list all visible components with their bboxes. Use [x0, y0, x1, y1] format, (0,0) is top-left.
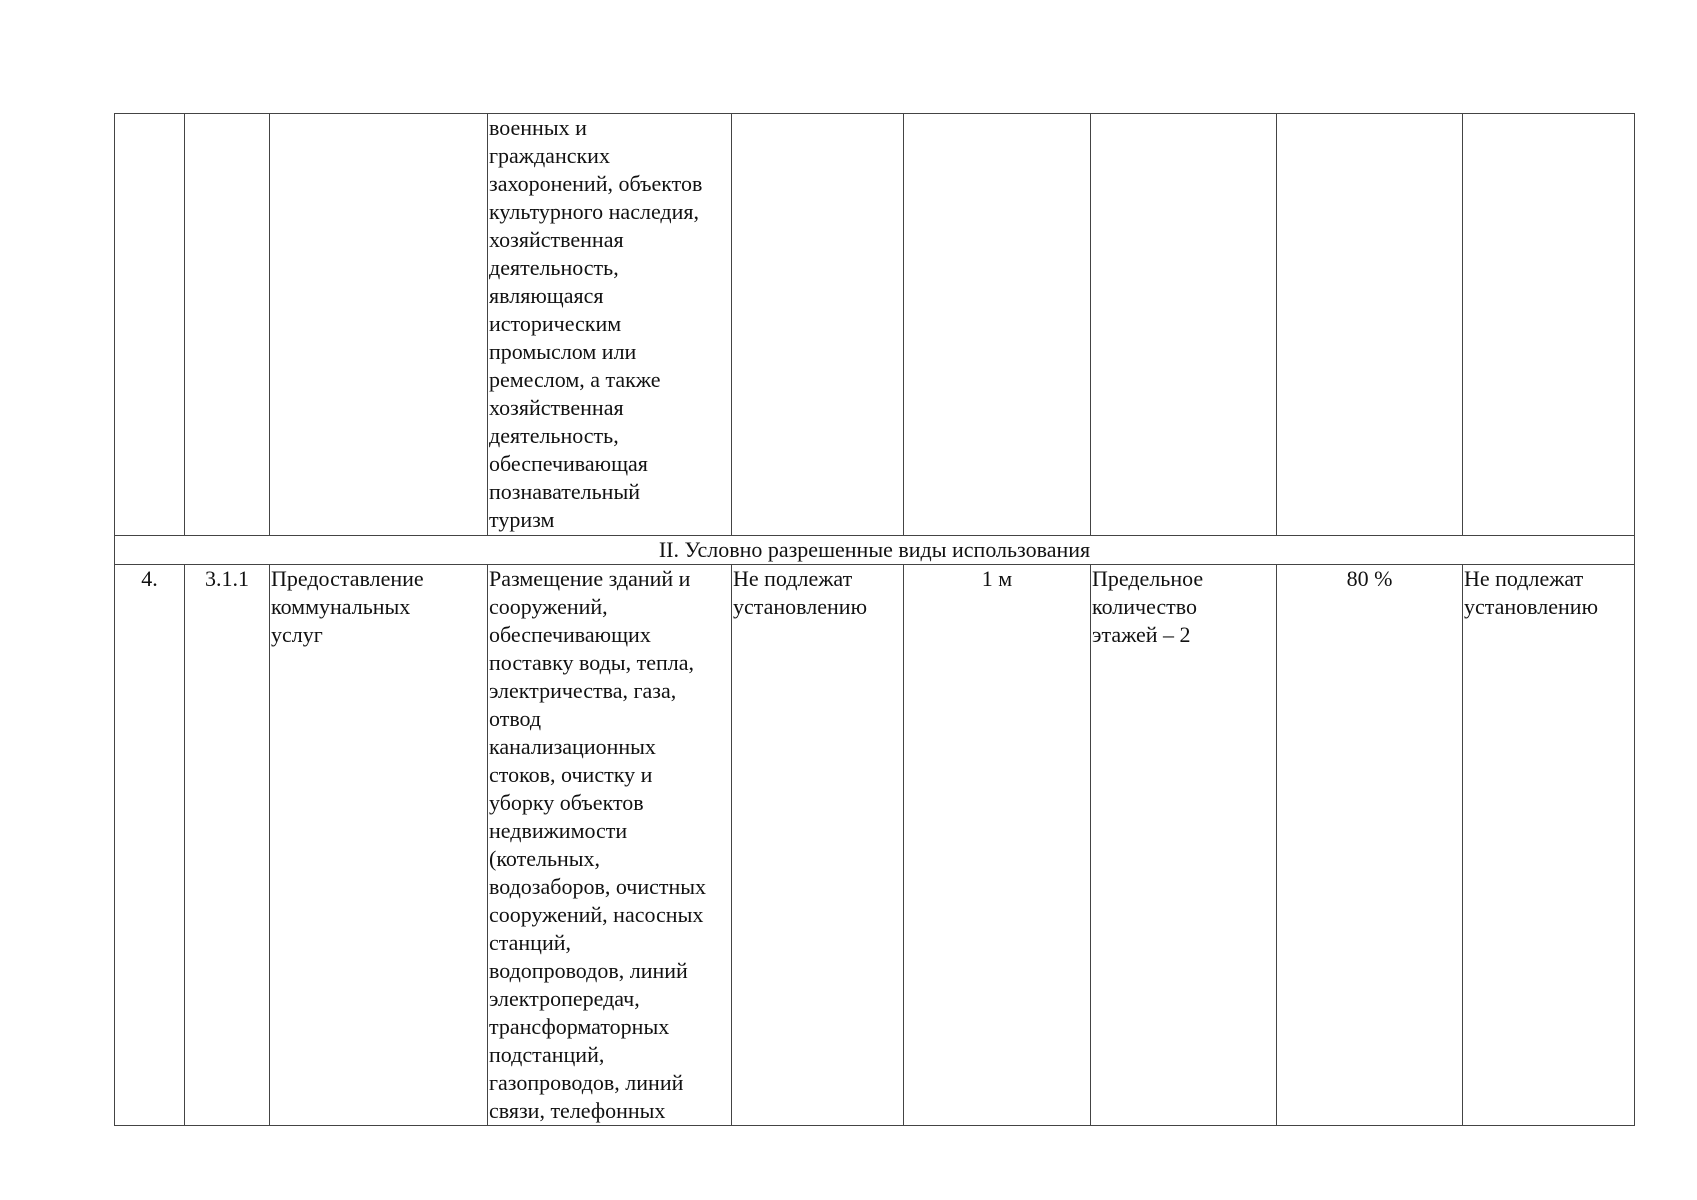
- cell-col9: [1463, 114, 1635, 536]
- cell-number: [115, 114, 185, 536]
- cell-code: [185, 114, 270, 536]
- cell-col9: Не подлежат установлению: [1463, 565, 1635, 1126]
- cell-col6: [904, 114, 1091, 536]
- table-row: [115, 114, 1635, 536]
- land-use-table: [114, 113, 1635, 1126]
- section-heading-row: [115, 536, 1635, 565]
- cell-use-description: Размещение зданий и сооружений, обеспечивающих поставку воды, тепла, электричества, газа, отвод канализационных стоков, очистку и уборку объектов недвижимости (котельных, водозаборов, очистных сооружений, насосных станций, водопроводов, линий электропередач, трансформаторных подстанций, газопроводов, линий связи, телефонных: [488, 565, 732, 1126]
- table-row: [115, 565, 1635, 1126]
- cell-col8: [1277, 114, 1463, 536]
- cell-col5: [732, 114, 904, 536]
- section-heading: II. Условно разрешенные виды использования: [115, 536, 1635, 565]
- cell-col8: 80 %: [1277, 565, 1463, 1126]
- cell-use-name: Предоставление коммунальных услуг: [270, 565, 488, 1126]
- cell-use-description: военных и гражданских захоронений, объектов культурного наследия, хозяйственная деятельность, являющаяся историческим промыслом или ремеслом, а также хозяйственная деятельность, обеспечивающая познавательный туризм: [488, 114, 732, 536]
- cell-col6: 1 м: [904, 565, 1091, 1126]
- cell-use-name: [270, 114, 488, 536]
- cell-col7: [1091, 114, 1277, 536]
- cell-col5: Не подлежат установлению: [732, 565, 904, 1126]
- cell-col7: Предельное количество этажей – 2: [1091, 565, 1277, 1126]
- cell-number: 4.: [115, 565, 185, 1126]
- cell-code: 3.1.1: [185, 565, 270, 1126]
